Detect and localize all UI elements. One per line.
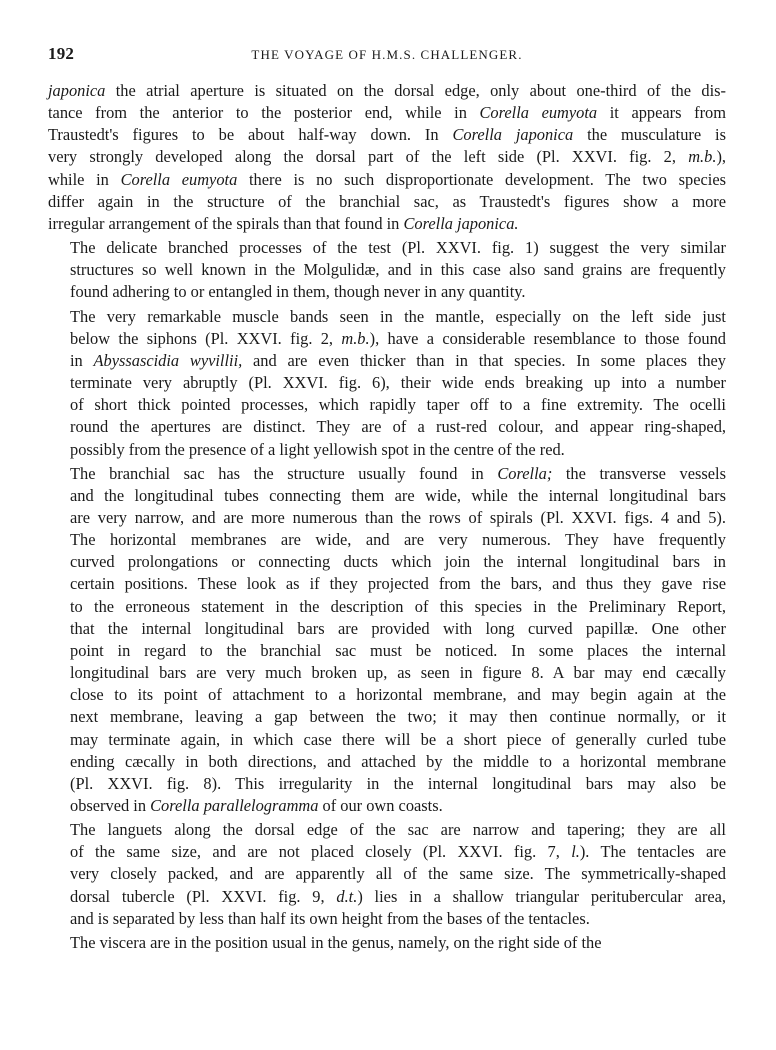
text-run: round the apertures are distinct. They are of a rust-red colour, and appear ring-shaped,: [70, 417, 726, 437]
text-run: the atrial aperture is situated on the dorsal edge, only about one-third of the dis-: [105, 81, 726, 100]
text-line: [48, 124, 726, 146]
text-run: terminate very abruptly (Pl. XXVI. fig. 6), their wide ends breaking up into a number: [70, 373, 726, 393]
text-run: The languets along the dorsal edge of the sac are narrow and tapering; they are all: [70, 820, 726, 840]
text-run: The branchial sac has the structure usually found in: [70, 463, 498, 483]
text-run: below the siphons (Pl. XXVI. fig. 2,: [70, 328, 342, 348]
text-line: [48, 773, 726, 795]
text-line: [48, 684, 726, 706]
text-run: The delicate branched processes of the test (Pl. XXVI. fig. 1) suggest the very similar: [70, 238, 726, 258]
paragraph: [48, 237, 726, 303]
text-line: [48, 237, 726, 259]
text-line: [48, 932, 726, 954]
text-line: [48, 213, 726, 235]
text-run: point in regard to the branchial sac must be noticed. In some places the internal: [70, 640, 726, 660]
italic-term: Corella eumyota: [479, 103, 598, 123]
italic-term: d.t.: [336, 886, 358, 906]
text-line: [48, 507, 726, 529]
paragraph: [48, 819, 726, 930]
text-line: [48, 416, 726, 438]
text-run: that the internal longitudinal bars are provided with long curved papillæ. One other: [70, 618, 726, 638]
text-line: [48, 372, 726, 394]
text-line: [48, 863, 726, 885]
text-line: [48, 573, 726, 595]
paragraph: [48, 932, 726, 954]
text-line: [48, 551, 726, 573]
text-line: [48, 281, 726, 303]
text-run: to the erroneous statement in the description of this species in the Preliminary Report,: [70, 596, 726, 616]
text-line: [48, 394, 726, 416]
text-run: ending cæcally in both directions, and attached by the middle to a horizontal membrane: [70, 751, 726, 771]
text-line: [48, 328, 726, 350]
italic-term: Corella japonica.: [403, 213, 519, 233]
italic-term: Corella;: [497, 463, 553, 483]
text-run: found adhering to or entangled in them, though never in any quantity.: [70, 282, 526, 302]
text-line: [48, 795, 726, 817]
text-line: [48, 529, 726, 551]
running-title: THE VOYAGE OF H.M.S. CHALLENGER.: [251, 47, 523, 62]
text-run: The horizontal membranes are wide, and are very numerous. They have frequently: [70, 530, 726, 550]
italic-term: Corella japonica: [452, 125, 574, 145]
text-run: very strongly developed along the dorsal part of the left side (Pl. XXVI. fig. 2,: [48, 147, 689, 167]
text-run: structures so well known in the Molgulidæ, and in this case also sand grains are frequently: [70, 260, 726, 280]
text-line: [48, 819, 726, 841]
text-run: and is separated by less than half its own height from the bases of the tentacles.: [70, 908, 590, 928]
text-run: ),: [716, 147, 726, 167]
text-run: very closely packed, and are apparently all of the same size. The symmetrically-shaped: [70, 864, 726, 884]
text-run: longitudinal bars are very much broken up, as seen in figure 8. A bar may end cæcally: [70, 663, 726, 683]
paragraph: [48, 80, 726, 235]
text-run: (Pl. XXVI. fig. 8). This irregularity in the internal longitudinal bars may also be: [70, 773, 726, 793]
text-run: while in: [48, 169, 121, 189]
text-line: [48, 102, 726, 124]
text-line: [48, 485, 726, 507]
text-run: there is no such disproportionate development. The two species: [237, 169, 726, 189]
text-run: next membrane, leaving a gap between the two; it may then continue normally, or it: [70, 707, 726, 727]
text-run: differ again in the structure of the branchial sac, as Traustedt's figures show a more: [48, 191, 726, 211]
italic-term: m.b.: [341, 328, 370, 348]
text-run: The very remarkable muscle bands seen in the mantle, especially on the left side just: [70, 306, 726, 326]
text-run: close to its point of attachment to a horizontal membrane, and may begin again at the: [70, 685, 726, 705]
text-line: [48, 618, 726, 640]
italic-term: Corella parallelogramma: [150, 796, 319, 815]
text-line: [48, 259, 726, 281]
text-line: [48, 439, 726, 461]
text-line: [48, 80, 726, 102]
text-line: [48, 729, 726, 751]
text-line: [48, 191, 726, 213]
paragraph: [48, 306, 726, 461]
text-run: of short thick pointed processes, which rapidly taper off to a fine extremity. The ocelli: [70, 395, 726, 415]
text-run: irregular arrangement of the spirals than that found in: [48, 213, 404, 233]
text-run: it appears from: [597, 103, 726, 123]
page-number: 192: [48, 44, 75, 63]
text-line: [48, 463, 726, 485]
text-run: tance from the anterior to the posterior end, while in: [48, 103, 480, 123]
text-run: in: [70, 350, 94, 370]
text-line: [48, 908, 726, 930]
text-run: the musculature is: [573, 125, 726, 145]
text-run: ). The tentacles are: [579, 842, 726, 862]
text-run: possibly from the presence of a light yellowish spot in the centre of the red.: [70, 439, 565, 459]
italic-term: l.: [571, 842, 580, 862]
text-run: Traustedt's figures to be about half-way down. In: [48, 125, 453, 145]
text-line: [48, 751, 726, 773]
text-run: are very narrow, and are more numerous than the rows of spirals (Pl. XXVI. figs. 4 and 5).: [70, 507, 726, 527]
text-run: and are even thicker than in that species. In some places they: [242, 350, 726, 370]
italic-term: Abyssascidia wyvillii,: [93, 350, 243, 370]
text-line: [48, 841, 726, 863]
text-line: [48, 706, 726, 728]
text-run: curved prolongations or connecting ducts which join the internal longitudinal bars in: [70, 552, 726, 572]
text-run: ) lies in a shallow triangular peritubercular area,: [357, 886, 726, 906]
text-line: [48, 886, 726, 908]
text-line: [48, 596, 726, 618]
text-run: the transverse vessels: [552, 463, 726, 483]
text-line: [48, 662, 726, 684]
text-run: and the longitudinal tubes connecting them are wide, while the internal longitudinal bars: [70, 485, 726, 505]
text-line: [48, 169, 726, 191]
text-run: certain positions. These look as if they projected from the bars, and thus they gave rise: [70, 574, 726, 594]
text-line: [48, 350, 726, 372]
italic-term: m.b.: [688, 147, 717, 167]
text-run: of the same size, and are not placed closely (Pl. XXVI. fig. 7,: [70, 842, 572, 862]
text-line: [48, 306, 726, 328]
text-line: [48, 146, 726, 168]
text-run: dorsal tubercle (Pl. XXVI. fig. 9,: [70, 886, 337, 906]
text-run: The viscera are in the position usual in the genus, namely, on the right side of the: [70, 932, 602, 952]
text-run: may terminate again, in which case there will be a short piece of generally curled tube: [70, 729, 726, 749]
body-text: [48, 80, 726, 954]
text-run: observed in: [70, 796, 151, 815]
text-line: [48, 640, 726, 662]
italic-term: Corella eumyota: [120, 169, 238, 189]
running-head: [48, 44, 726, 68]
italic-term: japonica: [48, 81, 106, 100]
paragraph: [48, 463, 726, 818]
text-run: of our own coasts.: [318, 796, 443, 815]
text-run: ), have a considerable resemblance to those found: [369, 328, 726, 348]
